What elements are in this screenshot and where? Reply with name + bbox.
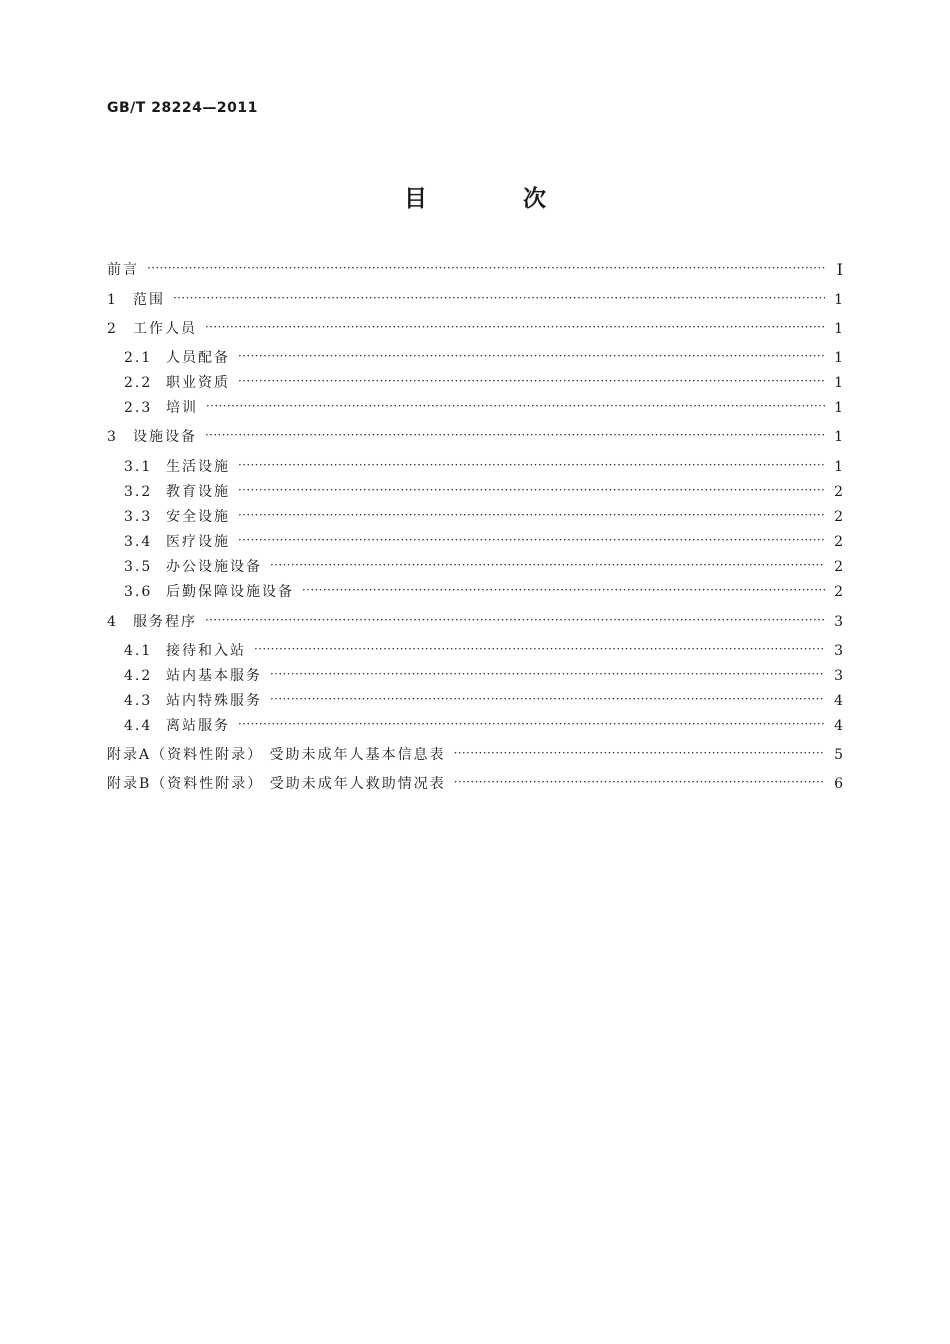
toc-entry-page: 2	[834, 559, 843, 575]
dot-leader	[205, 612, 825, 632]
dot-leader	[238, 716, 825, 736]
toc-entry-page: 2	[834, 484, 843, 500]
toc-entry-page: 1	[834, 400, 843, 416]
toc-entry-label: 附录A（资料性附录） 受助未成年人基本信息表	[107, 747, 446, 763]
dot-leader	[254, 641, 825, 661]
toc-entry-number: 3.3	[124, 509, 153, 525]
toc-entry-number: 2.2	[124, 375, 153, 391]
dot-leader	[238, 482, 825, 502]
toc-entry-3-3[interactable]	[124, 507, 843, 527]
dot-leader	[205, 427, 825, 447]
toc-entry-page: 2	[834, 584, 843, 600]
page-title: 目 次	[403, 186, 590, 212]
dot-leader	[205, 319, 825, 339]
toc-entry-label: 设施设备	[133, 429, 197, 445]
toc-entry-3-2[interactable]	[124, 482, 843, 502]
toc-entry-label: 医疗设施	[166, 534, 230, 550]
toc-entry-label: 前言	[107, 262, 139, 278]
toc-entry-2-1[interactable]	[124, 348, 843, 368]
toc-entry-label: 服务程序	[133, 614, 197, 630]
toc-entry-4[interactable]	[107, 612, 843, 632]
toc-entry-number: 3.5	[124, 559, 153, 575]
toc-entry-page: 3	[834, 668, 843, 684]
toc-entry-page: 2	[834, 509, 843, 525]
dot-leader	[238, 532, 825, 552]
toc-entry-page: 1	[834, 459, 843, 475]
toc-entry-appendix-a[interactable]	[107, 745, 843, 765]
toc-entry-page: 1	[834, 321, 843, 337]
toc-entry-label: 工作人员	[133, 321, 197, 337]
toc-entry-number: 2.1	[124, 350, 153, 366]
dot-leader	[147, 260, 825, 280]
toc-entry-4-3[interactable]	[124, 691, 843, 711]
dot-leader	[238, 457, 825, 477]
toc-entry-page: 4	[834, 718, 843, 734]
toc-entry-label: 接待和入站	[166, 643, 246, 659]
toc-entry-4-4[interactable]	[124, 716, 843, 736]
toc-entry-page: 3	[834, 614, 843, 630]
dot-leader	[454, 774, 825, 794]
toc-entry-number: 4.4	[124, 718, 153, 734]
toc-entry-2[interactable]	[107, 319, 843, 339]
toc-entry-3-1[interactable]	[124, 457, 843, 477]
toc-entry-label: 培训	[166, 400, 198, 416]
toc-entry-4-2[interactable]	[124, 666, 843, 686]
toc-entry-page: 1	[834, 350, 843, 366]
dot-leader	[270, 691, 825, 711]
toc-entry-appendix-b[interactable]	[107, 774, 843, 794]
toc-entry-label: 附录B（资料性附录） 受助未成年人救助情况表	[107, 776, 446, 792]
dot-leader	[270, 557, 825, 577]
toc-entry-4-1[interactable]	[124, 641, 843, 661]
toc-entry-label: 生活设施	[166, 459, 230, 475]
toc-entry-label: 站内基本服务	[166, 668, 262, 684]
toc-entry-label: 离站服务	[166, 718, 230, 734]
toc-entry-page: 1	[834, 429, 843, 445]
toc-entry-label: 办公设施设备	[166, 559, 262, 575]
toc-entry-3-5[interactable]	[124, 557, 843, 577]
toc-entry-number: 4.1	[124, 643, 153, 659]
toc-entry-number: 4	[107, 614, 117, 630]
dot-leader	[454, 745, 825, 765]
toc-entry-label: 安全设施	[166, 509, 230, 525]
toc-entry-number: 3.6	[124, 584, 153, 600]
toc-entry-label: 范围	[133, 292, 165, 308]
toc-entry-label: 人员配备	[166, 350, 230, 366]
dot-leader	[238, 373, 825, 393]
toc-entry-number: 2	[107, 321, 117, 337]
toc-entry-number: 3.2	[124, 484, 153, 500]
toc-entry-page: 6	[834, 776, 843, 792]
toc-entry-2-2[interactable]	[124, 373, 843, 393]
toc-entry-label: 教育设施	[166, 484, 230, 500]
toc-entry-3-6[interactable]	[124, 582, 843, 602]
toc-entry-page: Ⅰ	[836, 260, 843, 279]
toc-entry-label: 站内特殊服务	[166, 693, 262, 709]
dot-leader	[238, 348, 825, 368]
dot-leader	[302, 582, 825, 602]
dot-leader	[173, 290, 825, 310]
toc-entry-number: 3.1	[124, 459, 153, 475]
toc-entry-3-4[interactable]	[124, 532, 843, 552]
toc-entry-1[interactable]	[107, 290, 843, 310]
toc-entry-number: 2.3	[124, 400, 153, 416]
toc-entry-number: 4.2	[124, 668, 153, 684]
toc-entry-number: 3	[107, 429, 117, 445]
toc-entry-page: 2	[834, 534, 843, 550]
toc-entry-number: 1	[107, 292, 117, 308]
toc-entry-number: 4.3	[124, 693, 153, 709]
toc-entry-3[interactable]	[107, 427, 843, 447]
toc-entry-page: 1	[834, 292, 843, 308]
toc-entry-preface[interactable]	[107, 260, 843, 280]
standard-code: GB/T 28224—2011	[107, 100, 258, 116]
toc-entry-page: 4	[834, 693, 843, 709]
toc-entry-label: 后勤保障设施设备	[166, 584, 294, 600]
toc-entry-label: 职业资质	[166, 375, 230, 391]
dot-leader	[238, 507, 825, 527]
dot-leader	[206, 398, 825, 418]
toc-entry-page: 1	[834, 375, 843, 391]
toc-entry-page: 5	[834, 747, 843, 763]
dot-leader	[270, 666, 825, 686]
toc-entry-2-3[interactable]	[124, 398, 843, 418]
toc-entry-page: 3	[834, 643, 843, 659]
toc-entry-number: 3.4	[124, 534, 153, 550]
